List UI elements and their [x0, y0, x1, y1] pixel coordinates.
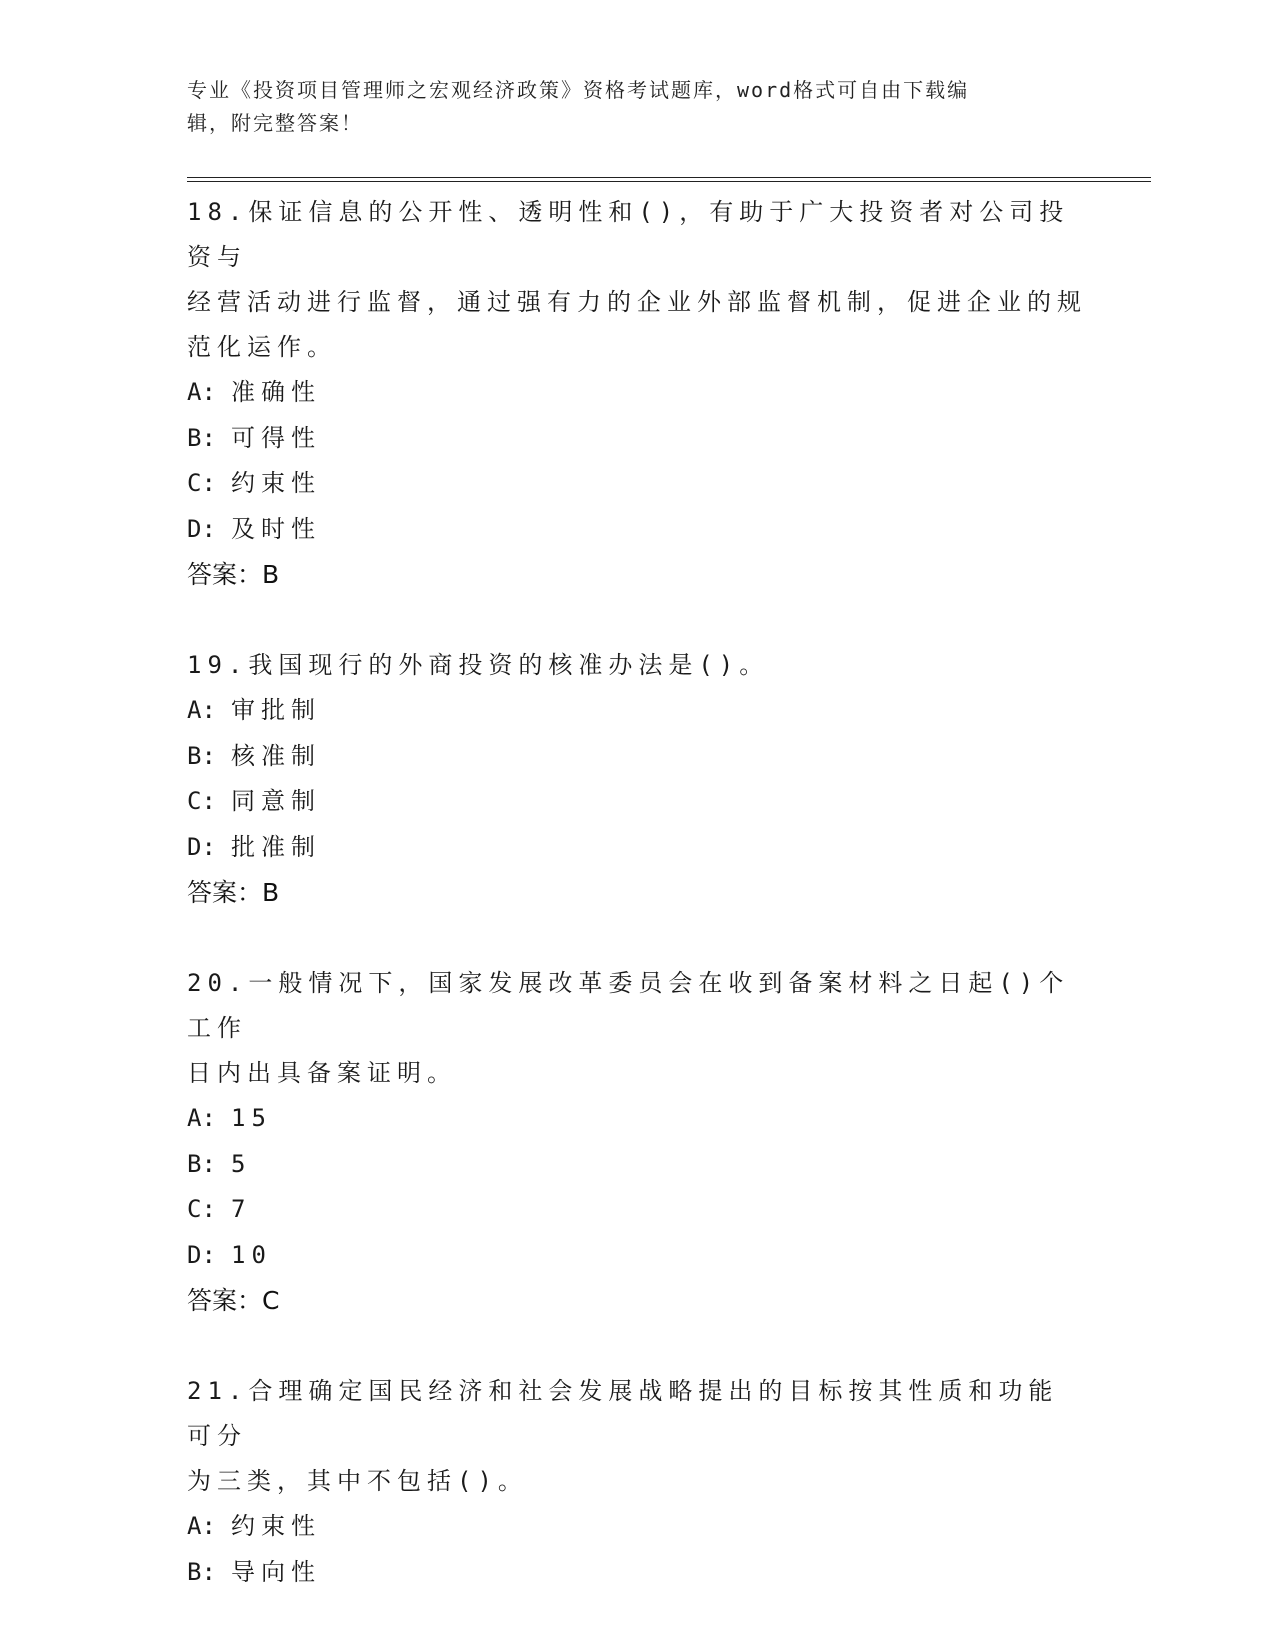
question-21 — [187, 1369, 1087, 1595]
option-text: 审批制 — [231, 696, 321, 724]
option-a — [187, 1504, 1087, 1550]
option-d — [187, 825, 1087, 871]
question-list — [187, 190, 1087, 1595]
option-b — [187, 416, 1087, 462]
answer: 答案：C — [187, 1286, 280, 1315]
question-text-line: 经营活动进行监督，通过强有力的企业外部监督机制，促进企业的规 — [187, 288, 1087, 316]
option-label: A: — [187, 696, 216, 724]
header-line-1: 专业《投资项目管理师之宏观经济政策》资格考试题库，word格式可自由下载编 — [187, 78, 970, 102]
option-text: 可得性 — [231, 423, 321, 452]
option-label: B: — [187, 1557, 216, 1586]
option-text: 导向性 — [231, 1557, 321, 1586]
option-label: B: — [187, 1149, 216, 1178]
option-label: A: — [187, 378, 216, 406]
option-text: 同意制 — [231, 787, 321, 815]
option-b — [187, 734, 1087, 780]
option-text: 15 — [231, 1104, 272, 1132]
question-text-line: 为三类，其中不包括()。 — [187, 1467, 528, 1495]
option-label: D: — [187, 514, 216, 543]
option-text: 5 — [231, 1149, 252, 1178]
question-text-line: 范化运作。 — [187, 333, 337, 361]
option-label: C: — [187, 787, 216, 815]
question-text-line: 18.保证信息的公开性、透明性和()，有助于广大投资者对公司投资与 — [187, 198, 1070, 271]
document-header — [187, 74, 1067, 140]
option-label: C: — [187, 1195, 216, 1223]
option-a — [187, 688, 1087, 734]
answer: 答案：B — [187, 878, 280, 907]
option-label: C: — [187, 469, 216, 497]
header-line-2: 辑，附完整答案！ — [187, 111, 363, 135]
option-label: B: — [187, 423, 216, 452]
option-text: 7 — [231, 1195, 252, 1223]
header-divider — [187, 177, 1151, 182]
option-c — [187, 779, 1087, 825]
option-b — [187, 1550, 1087, 1596]
option-text: 及时性 — [231, 514, 321, 543]
option-text: 约束性 — [231, 1512, 321, 1540]
question-text-line: 日内出具备案证明。 — [187, 1059, 457, 1087]
option-text: 准确性 — [231, 378, 321, 406]
option-text: 核准制 — [231, 741, 321, 770]
question-text-line: 20.一般情况下，国家发展改革委员会在收到备案材料之日起()个工作 — [187, 969, 1070, 1042]
option-label: D: — [187, 1240, 216, 1269]
question-18 — [187, 190, 1087, 597]
question-text-line: 19.我国现行的外商投资的核准办法是()。 — [187, 651, 770, 679]
option-c — [187, 461, 1087, 507]
question-20 — [187, 961, 1087, 1323]
option-text: 约束性 — [231, 469, 321, 497]
option-b — [187, 1142, 1087, 1188]
option-a — [187, 370, 1087, 416]
question-19 — [187, 643, 1087, 915]
option-label: D: — [187, 832, 216, 861]
question-text-line: 21.合理确定国民经济和社会发展战略提出的目标按其性质和功能可分 — [187, 1377, 1059, 1450]
option-d — [187, 507, 1087, 553]
option-label: A: — [187, 1512, 216, 1540]
option-d — [187, 1233, 1087, 1279]
option-text: 10 — [231, 1240, 272, 1269]
option-c — [187, 1187, 1087, 1233]
option-label: A: — [187, 1104, 216, 1132]
option-a — [187, 1096, 1087, 1142]
option-label: B: — [187, 741, 216, 770]
option-text: 批准制 — [231, 832, 321, 861]
answer: 答案：B — [187, 560, 280, 589]
